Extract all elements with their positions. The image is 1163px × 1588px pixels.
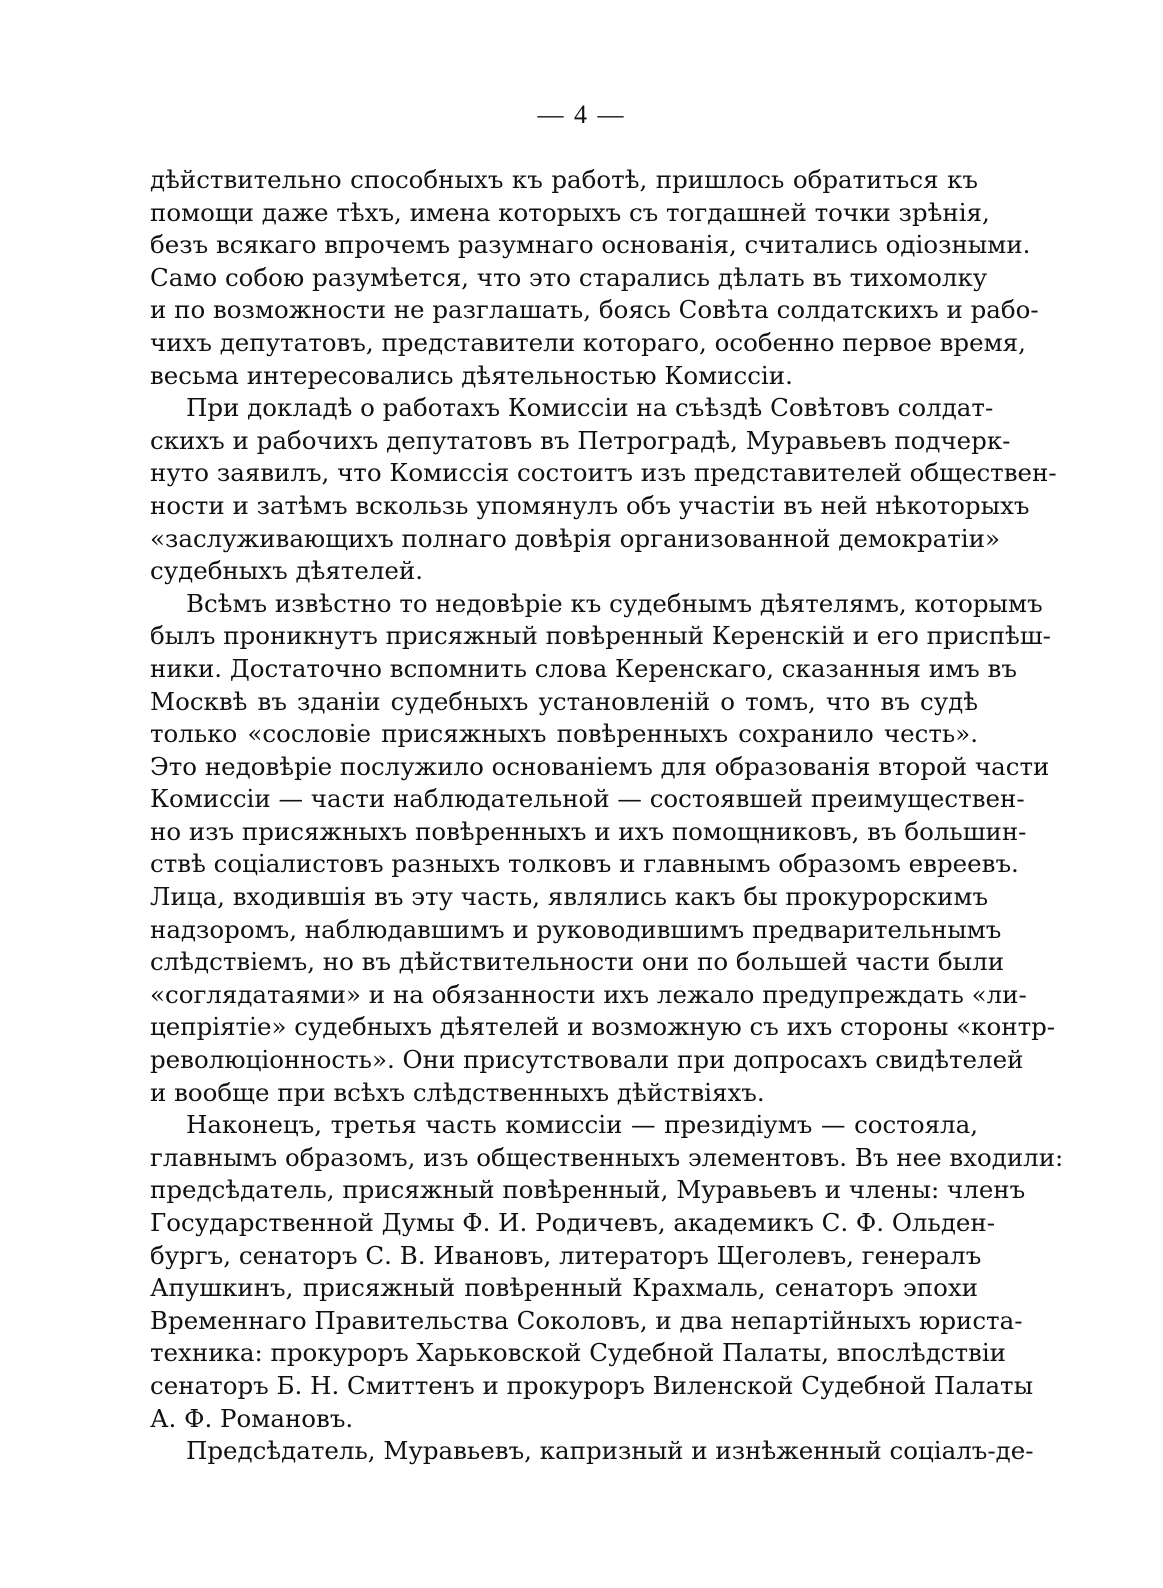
text-line: ники. Достаточно вспомнить слова Керенскаго, сказанныя имъ въ <box>150 653 1017 683</box>
text-line: скихъ и рабочихъ депутатовъ въ Петроградѣ, Муравьевъ подчерк- <box>150 425 1011 455</box>
text-line: судебныхъ дѣятелей. <box>150 556 424 586</box>
text-line: Москвѣ въ зданіи судебныхъ установленій о томъ, что въ судѣ <box>150 686 978 716</box>
text-line: Комиссіи — части наблюдательной — состоявшей преимуществен- <box>150 784 1025 814</box>
text-line: ствѣ соціалистовъ разныхъ толковъ и главнымъ образомъ евреевъ. <box>150 849 1019 879</box>
text-line: цепріятіе» судебныхъ дѣятелей и возможную съ ихъ стороны «контр- <box>150 1012 1056 1042</box>
text-line: чихъ депутатовъ, представители котораго, особенно первое время, <box>150 327 1026 357</box>
text-line: надзоромъ, наблюдавшимъ и руководившимъ предварительнымъ <box>150 914 1002 944</box>
text-line: только «сословіе присяжныхъ повѣренныхъ сохранило честь». <box>150 719 978 749</box>
text-line: предсѣдатель, присяжный повѣренный, Муравьевъ и члены: членъ <box>150 1175 1026 1205</box>
text-line: Наконецъ, третья часть комиссіи — президіумъ — состояла, <box>186 1110 978 1140</box>
text-line: «соглядатаями» и на обязанности ихъ лежало предупреждать «ли- <box>150 979 1027 1009</box>
text-line: безъ всякаго впрочемъ разумнаго основанія, считались одіозными. <box>150 230 1031 260</box>
text-line: А. Ф. Романовъ. <box>150 1403 354 1433</box>
text-line: нуто заявилъ, что Комиссія состоитъ изъ представителей обществен- <box>150 458 1057 488</box>
text-line: весьма интересовались дѣятельностью Комиссіи. <box>150 360 793 390</box>
text-line: Лица, входившія въ эту часть, являлись какъ бы прокурорскимъ <box>150 882 989 912</box>
text-line: Апушкинъ, присяжный повѣренный Крахмаль, сенаторъ эпохи <box>150 1273 978 1303</box>
text-line: Предсѣдатель, Муравьевъ, капризный и изнѣженный соціалъ-де- <box>186 1436 1034 1466</box>
page-number: — 4 — <box>537 100 626 129</box>
text-line: сенаторъ Б. Н. Смиттенъ и прокуроръ Виленской Судебной Палаты <box>150 1370 1034 1400</box>
text-line: техника: прокуроръ Харьковской Судебной Палаты, впослѣдствіи <box>150 1338 1007 1368</box>
text-line: былъ проникнутъ присяжный повѣренный Керенскій и его приспѣш- <box>150 621 1051 651</box>
text-line: бургъ, сенаторъ С. В. Ивановъ, литераторъ Щеголевъ, генералъ <box>150 1240 982 1270</box>
text-line: Государственной Думы Ф. И. Родичевъ, академикъ С. Ф. Ольден- <box>150 1208 996 1237</box>
text-line: Временнаго Правительства Соколовъ, и два непартійныхъ юриста- <box>150 1305 1023 1335</box>
text-line: и вообще при всѣхъ слѣдственныхъ дѣйствіяхъ. <box>150 1077 765 1107</box>
text-line: Это недовѣріе послужило основаніемъ для образованія второй части <box>150 751 1050 781</box>
text-line: дѣйствительно способныхъ къ работѣ, пришлось обратиться къ <box>150 165 978 194</box>
text-line: революціонность». Они присутствовали при допросахъ свидѣтелей <box>150 1045 1024 1075</box>
text-line: Само собою разумѣется, что это старались дѣлать въ тихомолку <box>150 262 988 292</box>
body-text <box>150 164 1064 1468</box>
text-line: Всѣмъ извѣстно то недовѣріе къ судебнымъ дѣятелямъ, которымъ <box>186 588 1043 618</box>
text-line: помощи даже тѣхъ, имена которыхъ съ тогдашней точки зрѣнія, <box>150 197 990 227</box>
text-line: слѣдствіемъ, но въ дѣйствительности они по большей части были <box>150 947 1005 977</box>
text-line: При докладѣ о работахъ Комиссіи на съѣздѣ Совѣтовъ солдат- <box>186 393 994 423</box>
text-line: главнымъ образомъ, изъ общественныхъ элементовъ. Въ нее входили: <box>150 1142 1064 1172</box>
text-line: но изъ присяжныхъ повѣренныхъ и ихъ помощниковъ, въ большин- <box>150 816 1027 846</box>
text-line: «заслуживающихъ полнаго довѣрія организованной демократіи» <box>150 523 1000 553</box>
text-line: ности и затѣмъ вскользь упомянулъ объ участіи въ ней нѣкоторыхъ <box>150 490 1030 520</box>
text-line: и по возможности не разглашать, боясь Совѣта солдатскихъ и рабо- <box>150 295 1039 325</box>
